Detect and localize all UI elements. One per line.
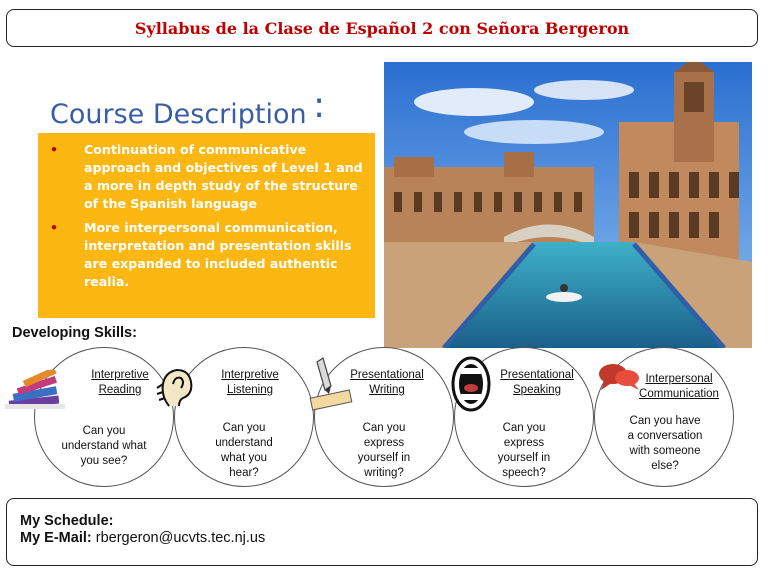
skill-question: Can you have a conversation with someone else? <box>627 415 703 472</box>
bullet-icon: • <box>50 220 59 235</box>
skill-title: Interpretive Listening <box>221 369 279 396</box>
photo-illustration <box>384 62 752 348</box>
description-bullet <box>50 141 367 213</box>
ear-hand-icon <box>155 366 199 410</box>
skill-circle-communication <box>594 347 734 487</box>
email-label: My E-Mail: <box>20 530 92 546</box>
schedule-label: My Schedule: <box>20 513 114 529</box>
mouth-icon <box>451 356 491 412</box>
skill-question: Can you understand what you hear? <box>215 422 273 479</box>
description-text: More interpersonal communication, interpretation and presentation skills are expanded to included authentic realia. <box>84 220 352 289</box>
skill-circle-listening <box>174 347 314 487</box>
skill-title: Interpretive Reading <box>91 369 149 396</box>
skill-circle-reading <box>34 347 174 487</box>
books-icon <box>5 370 67 412</box>
skill-question: Can you understand what you see? <box>61 425 147 467</box>
skill-question: Can you express yourself in speech? <box>497 422 551 479</box>
developing-skills-label: Developing Skills: <box>12 325 137 341</box>
skill-circle-speaking <box>454 347 594 487</box>
description-bullet <box>50 219 367 291</box>
title-box <box>6 9 758 47</box>
skill-question: Can you express yourself in writing? <box>357 422 411 479</box>
email-line <box>20 530 757 547</box>
skill-title: Presentational Speaking <box>500 369 574 396</box>
bullet-icon: • <box>50 142 59 157</box>
schedule-line <box>20 513 757 530</box>
page-title: Syllabus de la Clase de Español 2 con Señora Bergeron <box>134 18 630 38</box>
plaza-de-espana-photo <box>384 62 752 348</box>
skill-title: Interpersonal Communication <box>639 373 719 400</box>
description-text: Continuation of communicative approach and objectives of Level 1 and a more in depth study of the structure of the Spanish language <box>84 142 363 211</box>
schedule-box <box>6 498 758 566</box>
email-address[interactable]: rbergeron@ucvts.tec.nj.us <box>95 530 266 546</box>
course-description-box <box>38 133 375 318</box>
skill-circle-writing <box>314 347 454 487</box>
course-description-colon: : <box>313 85 326 126</box>
course-description-heading: Course Description <box>50 99 307 130</box>
skill-title: Presentational Writing <box>350 369 424 396</box>
